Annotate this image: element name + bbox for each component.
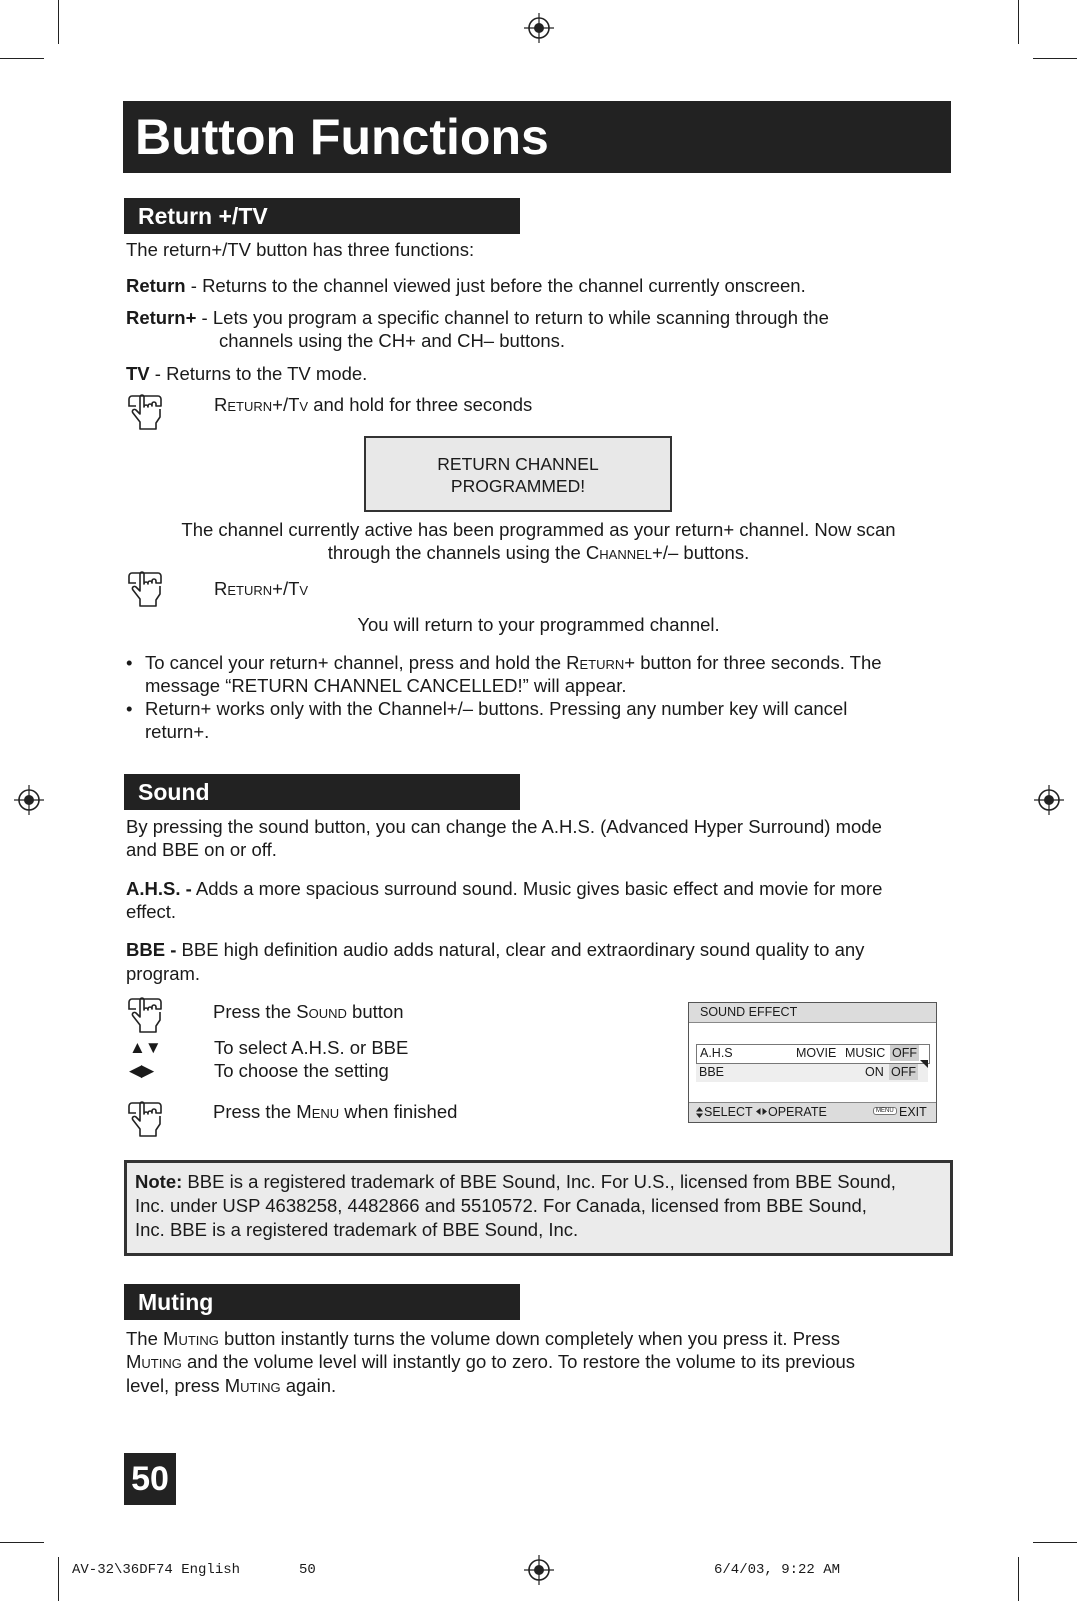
osd-title: SOUND EFFECT [700, 1005, 798, 1019]
returnplus-definition [126, 306, 829, 330]
osd-operate-label: OPERATE [768, 1105, 827, 1119]
osd-ahs-off-selected: OFF [892, 1046, 917, 1060]
crop-mark [58, 1557, 59, 1601]
programmed-line2-pre: through the channels using the [327, 542, 586, 563]
osd-ahs-music: MUSIC [845, 1046, 886, 1060]
bullet-mark: • [126, 652, 133, 673]
return-step1-rest: and hold for three seconds [308, 394, 533, 415]
tv-desc: - Returns to the TV mode. [149, 363, 368, 384]
return-term: Return [126, 275, 186, 296]
tv-definition [126, 362, 367, 386]
muting-line1 [126, 1327, 840, 1351]
osd-leftright-icon [756, 1108, 767, 1115]
sound-step1 [213, 1000, 404, 1024]
bbe-term: BBE - [126, 939, 177, 960]
note-line2: Inc. under USP 4638258, 4482866 and 5510572. For Canada, licensed from BBE Sound, [135, 1195, 867, 1216]
registration-mark-icon [14, 785, 44, 815]
menu-button-label: Menu [296, 1101, 340, 1122]
trademark-note [124, 1160, 953, 1256]
section-heading-muting: Muting [124, 1284, 520, 1320]
up-down-arrows-icon: ▲▼ [129, 1038, 161, 1057]
sound-intro-line2: and BBE on or off. [126, 839, 277, 860]
crop-mark [0, 58, 44, 59]
footer-page: 50 [299, 1562, 316, 1578]
programmed-line1: The channel currently active has been programmed as your return+ channel. Now scan [181, 519, 896, 540]
return-step2: Return+/Tv [214, 578, 309, 599]
programmed-line2-post: +/– buttons. [652, 542, 750, 563]
osd-footer [689, 1102, 936, 1122]
note-line3: Inc. BBE is a registered trademark of BBE Sound, Inc. [135, 1219, 579, 1240]
return-intro: The return+/TV button has three functions: [126, 239, 475, 260]
crop-mark [1018, 1557, 1019, 1601]
crop-mark [58, 0, 59, 44]
return-definition [126, 274, 806, 298]
bullet1-post: + button for three seconds. The [624, 652, 882, 673]
note-line1 [135, 1170, 942, 1194]
muting-l1-pre: The [126, 1328, 164, 1349]
page-number: 50 [124, 1453, 176, 1505]
muting-l3-pre: level, press [126, 1375, 225, 1396]
crop-mark [1033, 1542, 1077, 1543]
osd-row-bbe [696, 1064, 928, 1082]
muting-button-label: Muting [224, 1375, 281, 1396]
muting-line3 [126, 1374, 336, 1398]
muting-l2-post: and the volume level will instantly go to zero. To restore the volume to its previous [181, 1351, 856, 1372]
footer-datetime: 6/4/03, 9:22 AM [714, 1562, 841, 1578]
muting-button-label: Muting [126, 1351, 182, 1372]
osd-bbe-off-selected: OFF [891, 1065, 916, 1079]
bullet1-line1 [145, 651, 882, 675]
left-right-arrows-icon: ◀▶ [129, 1061, 154, 1080]
muting-l3-post: again. [280, 1375, 337, 1396]
registration-mark-icon [524, 1555, 554, 1585]
onscreen-message-line1: RETURN CHANNEL [437, 454, 599, 474]
sound-step4 [213, 1100, 457, 1124]
return-step1 [214, 393, 532, 417]
ahs-desc: Adds a more spacious surround sound. Music gives basic effect and movie for more [191, 878, 883, 899]
returnplus-desc-cont: channels using the CH+ and CH– buttons. [219, 330, 566, 351]
sound-intro-line1: By pressing the sound button, you can change the A.H.S. (Advanced Hyper Surround) mode [126, 816, 882, 837]
muting-line2 [126, 1350, 855, 1374]
return-button-label: Return [566, 652, 625, 673]
press-button-hand-icon [128, 392, 164, 432]
muting-l1-post: button instantly turns the volume down completely when you press it. Press [218, 1328, 840, 1349]
sound-step3: To choose the setting [214, 1060, 389, 1081]
return-result: You will return to your programmed channel. [357, 614, 720, 635]
osd-ahs-movie: MOVIE [796, 1046, 837, 1060]
osd-ahs-label: A.H.S [700, 1046, 733, 1060]
osd-bbe-label: BBE [699, 1065, 725, 1079]
returnplus-term: Return+ [126, 307, 197, 328]
osd-select-label: SELECT [704, 1105, 753, 1119]
crop-mark [1018, 0, 1019, 44]
bbe-desc-cont: program. [126, 963, 201, 984]
osd-row-ahs [696, 1044, 930, 1064]
sound-step1-pre: Press the [213, 1001, 297, 1022]
bbe-definition [126, 938, 864, 962]
bbe-desc: BBE high definition audio adds natural, clear and extraordinary sound quality to any [176, 939, 865, 960]
osd-exit-label: EXIT [899, 1105, 927, 1119]
osd-menu-key: MENU [873, 1107, 897, 1115]
note-label: Note: [135, 1171, 183, 1192]
channel-button-label: Channel [585, 542, 653, 563]
bullet-mark: • [126, 698, 133, 719]
ahs-definition [126, 877, 882, 901]
bullet1-line2: message “RETURN CHANNEL CANCELLED!” will appear. [145, 675, 627, 696]
osd-bbe-on: ON [865, 1065, 884, 1079]
footer-file-name: AV-32\36DF74 English [72, 1562, 241, 1578]
return-tv-button-label: Return+/Tv [214, 394, 309, 415]
registration-mark-icon [1034, 785, 1064, 815]
tv-term: TV [126, 363, 150, 384]
muting-button-label: Muting [163, 1328, 219, 1349]
osd-cursor-icon [919, 1059, 929, 1069]
press-button-hand-icon [128, 995, 164, 1035]
crop-mark [0, 1542, 44, 1543]
sound-step4-pre: Press the [213, 1101, 297, 1122]
return-desc: - Returns to the channel viewed just before the channel currently onscreen. [185, 275, 806, 296]
onscreen-message-box [364, 436, 672, 512]
bullet1-pre: To cancel your return+ channel, press and hold the [145, 652, 567, 673]
sound-step4-post: when finished [339, 1101, 458, 1122]
section-heading-return-tv: Return +/TV [124, 198, 520, 234]
sound-button-label: Sound [296, 1001, 347, 1022]
note-line1-text: BBE is a registered trademark of BBE Sound, Inc. For U.S., licensed from BBE Sound, [182, 1171, 896, 1192]
page-title: Button Functions [123, 101, 951, 173]
osd-updown-icon [696, 1107, 703, 1118]
sound-effect-osd [688, 1002, 937, 1123]
bullet2-line1: Return+ works only with the Channel+/– buttons. Pressing any number key will cancel [145, 698, 848, 719]
sound-step2: To select A.H.S. or BBE [214, 1037, 409, 1058]
ahs-desc-cont: effect. [126, 901, 177, 922]
returnplus-desc: - Lets you program a specific channel to return to while scanning through the [196, 307, 829, 328]
press-button-hand-icon [128, 569, 164, 609]
section-heading-sound: Sound [124, 774, 520, 810]
press-button-hand-icon [128, 1099, 164, 1139]
osd-header [689, 1003, 936, 1023]
programmed-line2 [140, 541, 937, 565]
onscreen-message-line2: PROGRAMMED! [450, 476, 586, 496]
sound-step1-post: button [346, 1001, 404, 1022]
registration-mark-icon [524, 13, 554, 43]
bullet2-line2: return+. [145, 721, 210, 742]
crop-mark [1033, 58, 1077, 59]
ahs-term: A.H.S. - [126, 878, 192, 899]
